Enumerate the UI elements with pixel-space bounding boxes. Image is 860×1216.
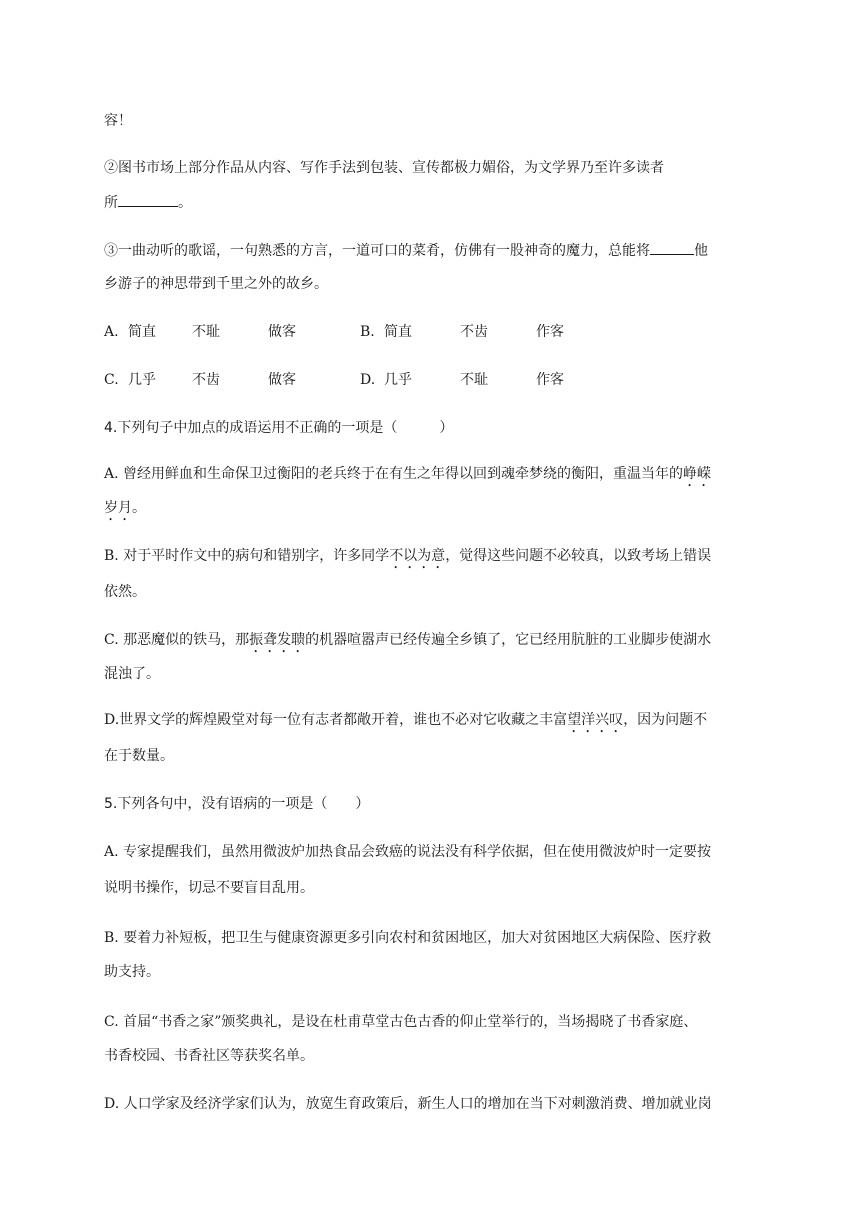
option-label: A. [104, 324, 119, 340]
q5-stem: 5.下列各句中，没有语病的一项是（ ） [104, 796, 370, 812]
option-word: 不齿 [192, 372, 220, 388]
option-word: 做客 [268, 372, 296, 388]
option-label: B. [360, 324, 375, 340]
q4-option-b-line2: 依然。 [104, 584, 146, 600]
q5-option-a-line1: A. 专家提醒我们，虽然用微波炉加热食品会致癌的说法没有科学依据，但在使用微波炉时一定要按 [104, 844, 712, 860]
q4-a-end: 。 [132, 500, 146, 516]
q4-b-text-post: ，觉得这些问题不必较真，以致考场上错误 [445, 548, 712, 564]
q4-option-a-line2 [104, 498, 146, 524]
option-label: D. [360, 372, 376, 388]
q4-option-a-line1 [104, 464, 711, 490]
q4-option-b-line1 [104, 546, 711, 572]
q4-b-text: B. 对于平时作文中的病句和错别字，许多同学 [104, 548, 390, 564]
q3-item2-line2 [104, 192, 192, 213]
q3-item2-line1: ②图书市场上部分作品从内容、写作手法到包装、宣传都极力媚俗，为文学界乃至许多读者 [104, 160, 664, 176]
q4-a-text: A. 曾经用鲜血和生命保卫过衡阳的老兵终于在有生之年得以回到魂牵梦绕的衡阳，重温当年的 [104, 466, 684, 482]
q4-d-text-post: ，因为问题不 [623, 712, 708, 728]
q3-item3-line1 [104, 240, 708, 261]
q5-option-d-line1: D. 人口学家及经济学家们认为，放宽生育政策后，新生人口的增加在当下对刺激消费、增加就业岗 [104, 1096, 712, 1112]
q4-option-c-line2: 混浊了。 [104, 666, 160, 682]
option-word: 做客 [268, 324, 296, 340]
q5-option-b-line1: B. 要着力补短板，把卫生与健康资源更多引向农村和贫困地区，加大对贫困地区大病保险、医疗救 [104, 930, 712, 946]
dotted-idiom: 不以为意 [389, 548, 446, 564]
option-word: 不齿 [460, 324, 488, 340]
option-word: 简直 [384, 324, 412, 340]
q4-d-text: D.世界文学的辉煌殿堂对每一位有志者都敞开着，谁也不必对它收藏之丰富 [104, 712, 568, 728]
option-word: 几乎 [384, 372, 412, 388]
q4-c-text: C. 那恶魔似的铁马，那 [104, 632, 250, 648]
q3-item2-text: 所 [104, 195, 118, 211]
dotted-idiom: 振聋发聩 [249, 632, 306, 648]
q3-item2-end: 。 [178, 195, 192, 211]
option-word: 作客 [536, 372, 564, 388]
option-word: 简直 [128, 324, 156, 340]
dotted-idiom: 望洋兴叹 [567, 712, 624, 728]
option-word: 不耻 [460, 372, 488, 388]
q4-option-c-line1 [104, 630, 711, 656]
q4-c-text-post: 的机器喧嚣声已经传遍全乡镇了，它已经用肮脏的工业脚步使湖水 [305, 632, 712, 648]
option-word: 作客 [536, 324, 564, 340]
dotted-idiom: 峥嵘 [683, 466, 712, 482]
q3-item3-end: 他 [694, 243, 708, 259]
option-label: C. [104, 372, 119, 388]
q5-option-c-line1: C. 首届“书香之家”颁奖典礼，是设在杜甫草堂古色古香的仰止堂举行的，当场揭晓了书香家庭、 [104, 1014, 698, 1030]
dotted-idiom: 岁月 [104, 500, 132, 516]
q3-line-cont: 容！ [104, 113, 132, 129]
option-word: 几乎 [128, 372, 156, 388]
option-word: 不耻 [192, 324, 220, 340]
q5-option-a-line2: 说明书操作，切忌不要盲目乱用。 [104, 880, 314, 896]
q5-option-c-line2: 书香校园、书香社区等获奖名单。 [104, 1048, 314, 1064]
fill-blank [650, 240, 694, 255]
q5-option-b-line2: 助支持。 [104, 964, 160, 980]
q4-stem: 4.下列句子中加点的成语运用不正确的一项是（ ） [104, 420, 454, 436]
q3-options-row2 [104, 370, 564, 390]
q4-option-d-line1 [104, 710, 707, 736]
fill-blank [118, 192, 178, 207]
q3-item3-line2: 乡游子的神思带到千里之外的故乡。 [104, 276, 328, 292]
q3-item3-text: ③一曲动听的歌谣，一句熟悉的方言，一道可口的菜肴，仿佛有一股神奇的魔力，总能将 [104, 243, 650, 259]
q4-option-d-line2: 在于数量。 [104, 748, 174, 764]
q3-options-row1 [104, 322, 564, 342]
